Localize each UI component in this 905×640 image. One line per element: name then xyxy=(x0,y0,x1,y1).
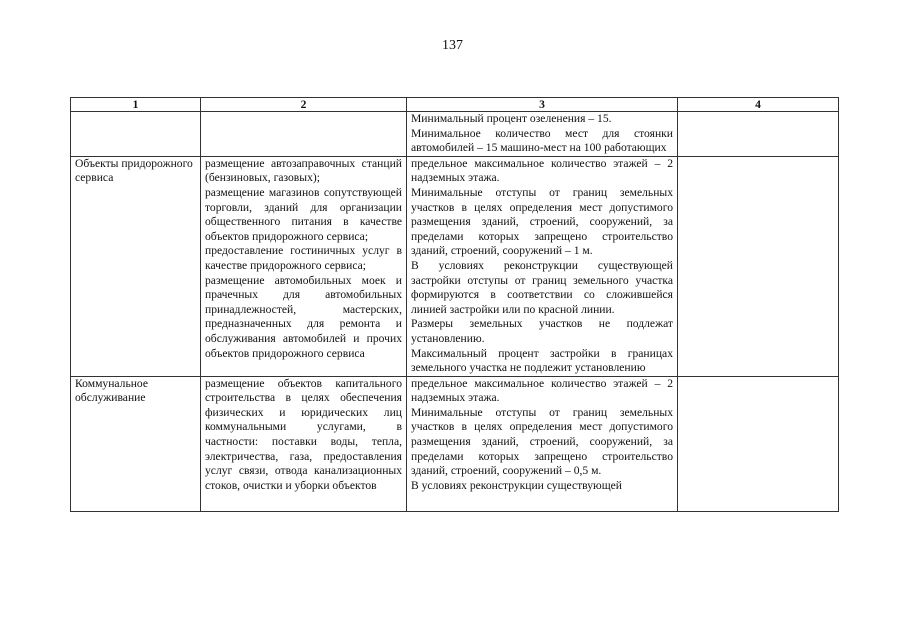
column-header-4: 4 xyxy=(678,98,839,112)
permitted-use-text: размещение объектов капитального строительства в целях обеспечения физических и юридических лиц коммунальными услугами, в частности: поставки воды, тепла, электричества, газа, предоставления услуг связи, отвода канализационных стоков, очистки и уборки объектов xyxy=(205,376,402,492)
permitted-use-text: предоставление гостиничных услуг в качестве придорожного сервиса; xyxy=(205,244,402,272)
table-header-row xyxy=(71,98,839,112)
notes-cell xyxy=(678,376,839,511)
page-number: 137 xyxy=(442,38,463,53)
column-header-3: 3 xyxy=(407,98,678,112)
permitted-use-text: размещение автозаправочных станций (бензиновых, газовых); xyxy=(205,156,402,185)
permitted-use-text: размещение магазинов сопутствующей торговли, зданий для организации общественного питания в качестве объектов придорожного сервиса; xyxy=(205,185,402,243)
parameter-text: Максимальный процент застройки в границах земельного участка не подлежит установлению xyxy=(411,346,673,375)
parameter-text: предельное максимальное количество этажей – 2 надземных этажа. xyxy=(411,156,673,185)
parameters-cell xyxy=(407,156,678,376)
table-row xyxy=(71,156,839,376)
column-header-2: 2 xyxy=(201,98,407,112)
parameter-text: Минимальное количество мест для стоянки автомобилей – 15 машино-мест на 100 работающих xyxy=(411,126,673,155)
notes-cell xyxy=(678,112,839,157)
permitted-use-text: размещение автомобильных моек и прачечных для автомобильных принадлежностей, мастерских, предназначенных для ремонта и обслуживания автомобилей и прочих объектов придорожного сервиса xyxy=(205,273,402,360)
permitted-uses-cell xyxy=(201,376,407,511)
regulations-table xyxy=(70,97,839,512)
parameter-text: Размеры земельных участков не подлежат установлению. xyxy=(411,317,673,345)
use-type-name: Коммунальное обслуживание xyxy=(71,376,201,511)
parameter-text: Минимальные отступы от границ земельных участков в целях определения мест допустимого размещения зданий, строений, сооружений, за пределами которых запрещено строительство зданий, строений, сооружений – 1 м. xyxy=(411,185,673,258)
table-row xyxy=(71,112,839,157)
table-row xyxy=(71,376,839,511)
use-type-name xyxy=(71,112,201,157)
parameter-text: В условиях реконструкции существующей xyxy=(411,478,622,492)
parameters-cell xyxy=(407,112,678,157)
parameter-text: В условиях реконструкции существующей застройки отступы от границ земельного участка формируются в соответствии со сложившейся линией застройки или по красной линии. xyxy=(411,258,673,316)
parameter-text: Минимальный процент озеленения – 15. xyxy=(411,112,612,125)
parameter-text: Минимальные отступы от границ земельных участков в целях определения мест допустимого размещения зданий, строений, сооружений, за пределами которых запрещено строительство зданий, строений, сооружений – 0,5 м. xyxy=(411,405,673,478)
column-header-1: 1 xyxy=(71,98,201,112)
parameter-text: предельное максимальное количество этажей – 2 надземных этажа. xyxy=(411,376,673,405)
permitted-uses-cell xyxy=(201,156,407,376)
permitted-uses-cell xyxy=(201,112,407,157)
parameters-cell xyxy=(407,376,678,511)
use-type-name: Объекты придорожного сервиса xyxy=(71,156,201,376)
notes-cell xyxy=(678,156,839,376)
